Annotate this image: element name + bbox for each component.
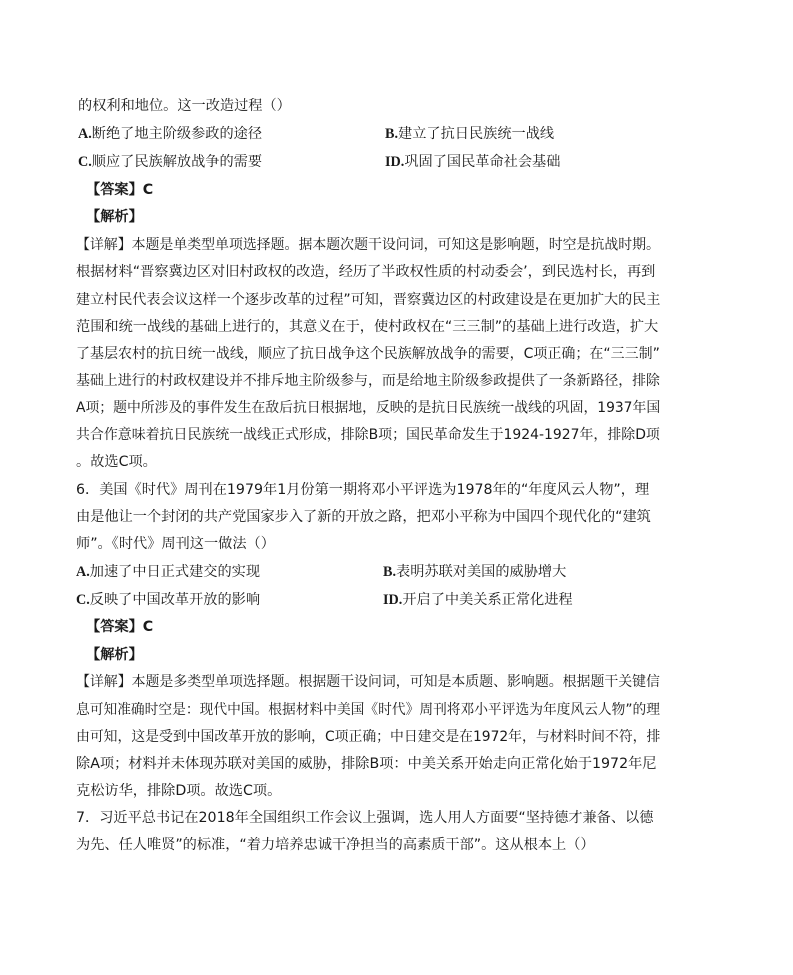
q5-detail-line: A项；题中所涉及的事件发生在敌后抗日根据地，反映的是抗日民族统一战线的巩固，1937年国: [76, 400, 661, 416]
q6-option-c[interactable]: [76, 590, 260, 610]
q5-answer: 【答案】C: [86, 182, 154, 198]
option-text: 反映了中国改革开放的影响: [89, 592, 261, 608]
option-key: ID.: [383, 592, 403, 608]
q5-detail-line: 建立村民代表会议这样一个逐步改革的过程”可知，晋察冀边区的村政建设是在更加扩大的民主: [76, 292, 661, 308]
option-key: C.: [78, 154, 92, 170]
q6-answer: 【答案】C: [86, 619, 154, 635]
q6-analysis-label: 【解析】: [86, 647, 143, 663]
q5-stem-tail: 的权利和地位。这一改造过程（）: [78, 98, 291, 114]
q6-option-b[interactable]: [383, 562, 566, 582]
q5-option-c[interactable]: [78, 152, 262, 172]
option-key: A.: [76, 564, 90, 580]
q6-stem-line: 由是他让一个封闭的共产党国家步入了新的开放之路，把邓小平称为中国四个现代化的“建筑: [76, 509, 651, 525]
q6-detail-line: 息可知准确时空是：现代中国。根据材料中美国《时代》周刊将邓小平评选为年度风云人物”的理: [76, 702, 660, 718]
q6-option-d[interactable]: [383, 590, 573, 610]
option-key: B.: [385, 126, 399, 142]
option-key: A.: [78, 126, 92, 142]
q5-detail-line: 根据材料“晋察冀边区对旧村政权的改造，经历了半政权性质的村动委会’，到民选村长，再到: [76, 264, 656, 280]
q5-option-d[interactable]: [385, 152, 560, 172]
q5-detail-line: 。故选C项。: [76, 454, 157, 470]
q6-detail-line: 克松访华，排除D项。故选C项。: [76, 783, 282, 799]
q5-detail-line: 共合作意味着抗日民族统一战线正式形成，排除B项；国民革命发生于1924-1927年，排除D项: [76, 427, 660, 443]
option-key: B.: [383, 564, 397, 580]
q6-stem-line: 师”。《时代》周刊这一做法（）: [76, 536, 275, 552]
q5-detail-line: 【详解】本题是单类型单项选择题。据本题次题干设问词，可知这是影响题，时空是抗战时期。: [76, 237, 660, 253]
q5-detail-line: 范围和统一战线的基础上进行的，其意义在于，使村政权在“三三制”的基础上进行改造，扩大: [76, 319, 659, 335]
option-text: 巩固了国民革命社会基础: [404, 154, 561, 170]
option-text: 断绝了地主阶级参政的途径: [91, 126, 263, 142]
q6-option-a[interactable]: [76, 562, 260, 582]
q5-analysis-label: 【解析】: [86, 209, 143, 225]
option-text: 表明苏联对美国的威胁增大: [396, 564, 567, 580]
option-text: 建立了抗日民族统一战线: [398, 126, 555, 142]
q5-detail-line: 了基层农村的抗日统一战线，顺应了抗日战争这个民族解放战争的需要，C项正确；在“三三制”: [76, 346, 660, 362]
q7-stem-line: 7．习近平总书记在2018年全国组织工作会议上强调，选人用人方面要“坚持德才兼备、以德: [76, 810, 654, 826]
q6-detail-line: 由可知，这是受到中国改革开放的影响，C项正确；中日建交是在1972年，与材料时间不符，排: [76, 729, 661, 745]
q5-option-b[interactable]: [385, 124, 554, 144]
q6-stem-line: 6．美国《时代》周刊在1979年1月份第一期将邓小平评选为1978年的“年度风云人物”，理: [76, 482, 650, 498]
q7-stem-line: 为先、任人唯贤”的标准，“着力培养忠诚干净担当的高素质干部”。这从根本上（）: [76, 837, 595, 853]
q5-detail-line: 基础上进行的村政权建设并不排斥地主阶级参与，而是给地主阶级参政提供了一条新路径，排除: [76, 373, 660, 389]
option-text: 顺应了民族解放战争的需要: [91, 154, 263, 170]
q6-detail-line: 【详解】本题是多类型单项选择题。根据题干设问词，可知是本质题、影响题。根据题干关键信: [76, 674, 660, 690]
option-text: 加速了中日正式建交的实现: [89, 564, 261, 580]
option-key: ID.: [385, 154, 405, 170]
q6-detail-line: 除A项；材料并未体现苏联对美国的威胁，排除B项：中美关系开始走向正常化始于1972年尼: [76, 756, 657, 772]
option-text: 开启了中美关系正常化进程: [402, 592, 573, 608]
option-key: C.: [76, 592, 90, 608]
q5-option-a[interactable]: [78, 124, 262, 144]
